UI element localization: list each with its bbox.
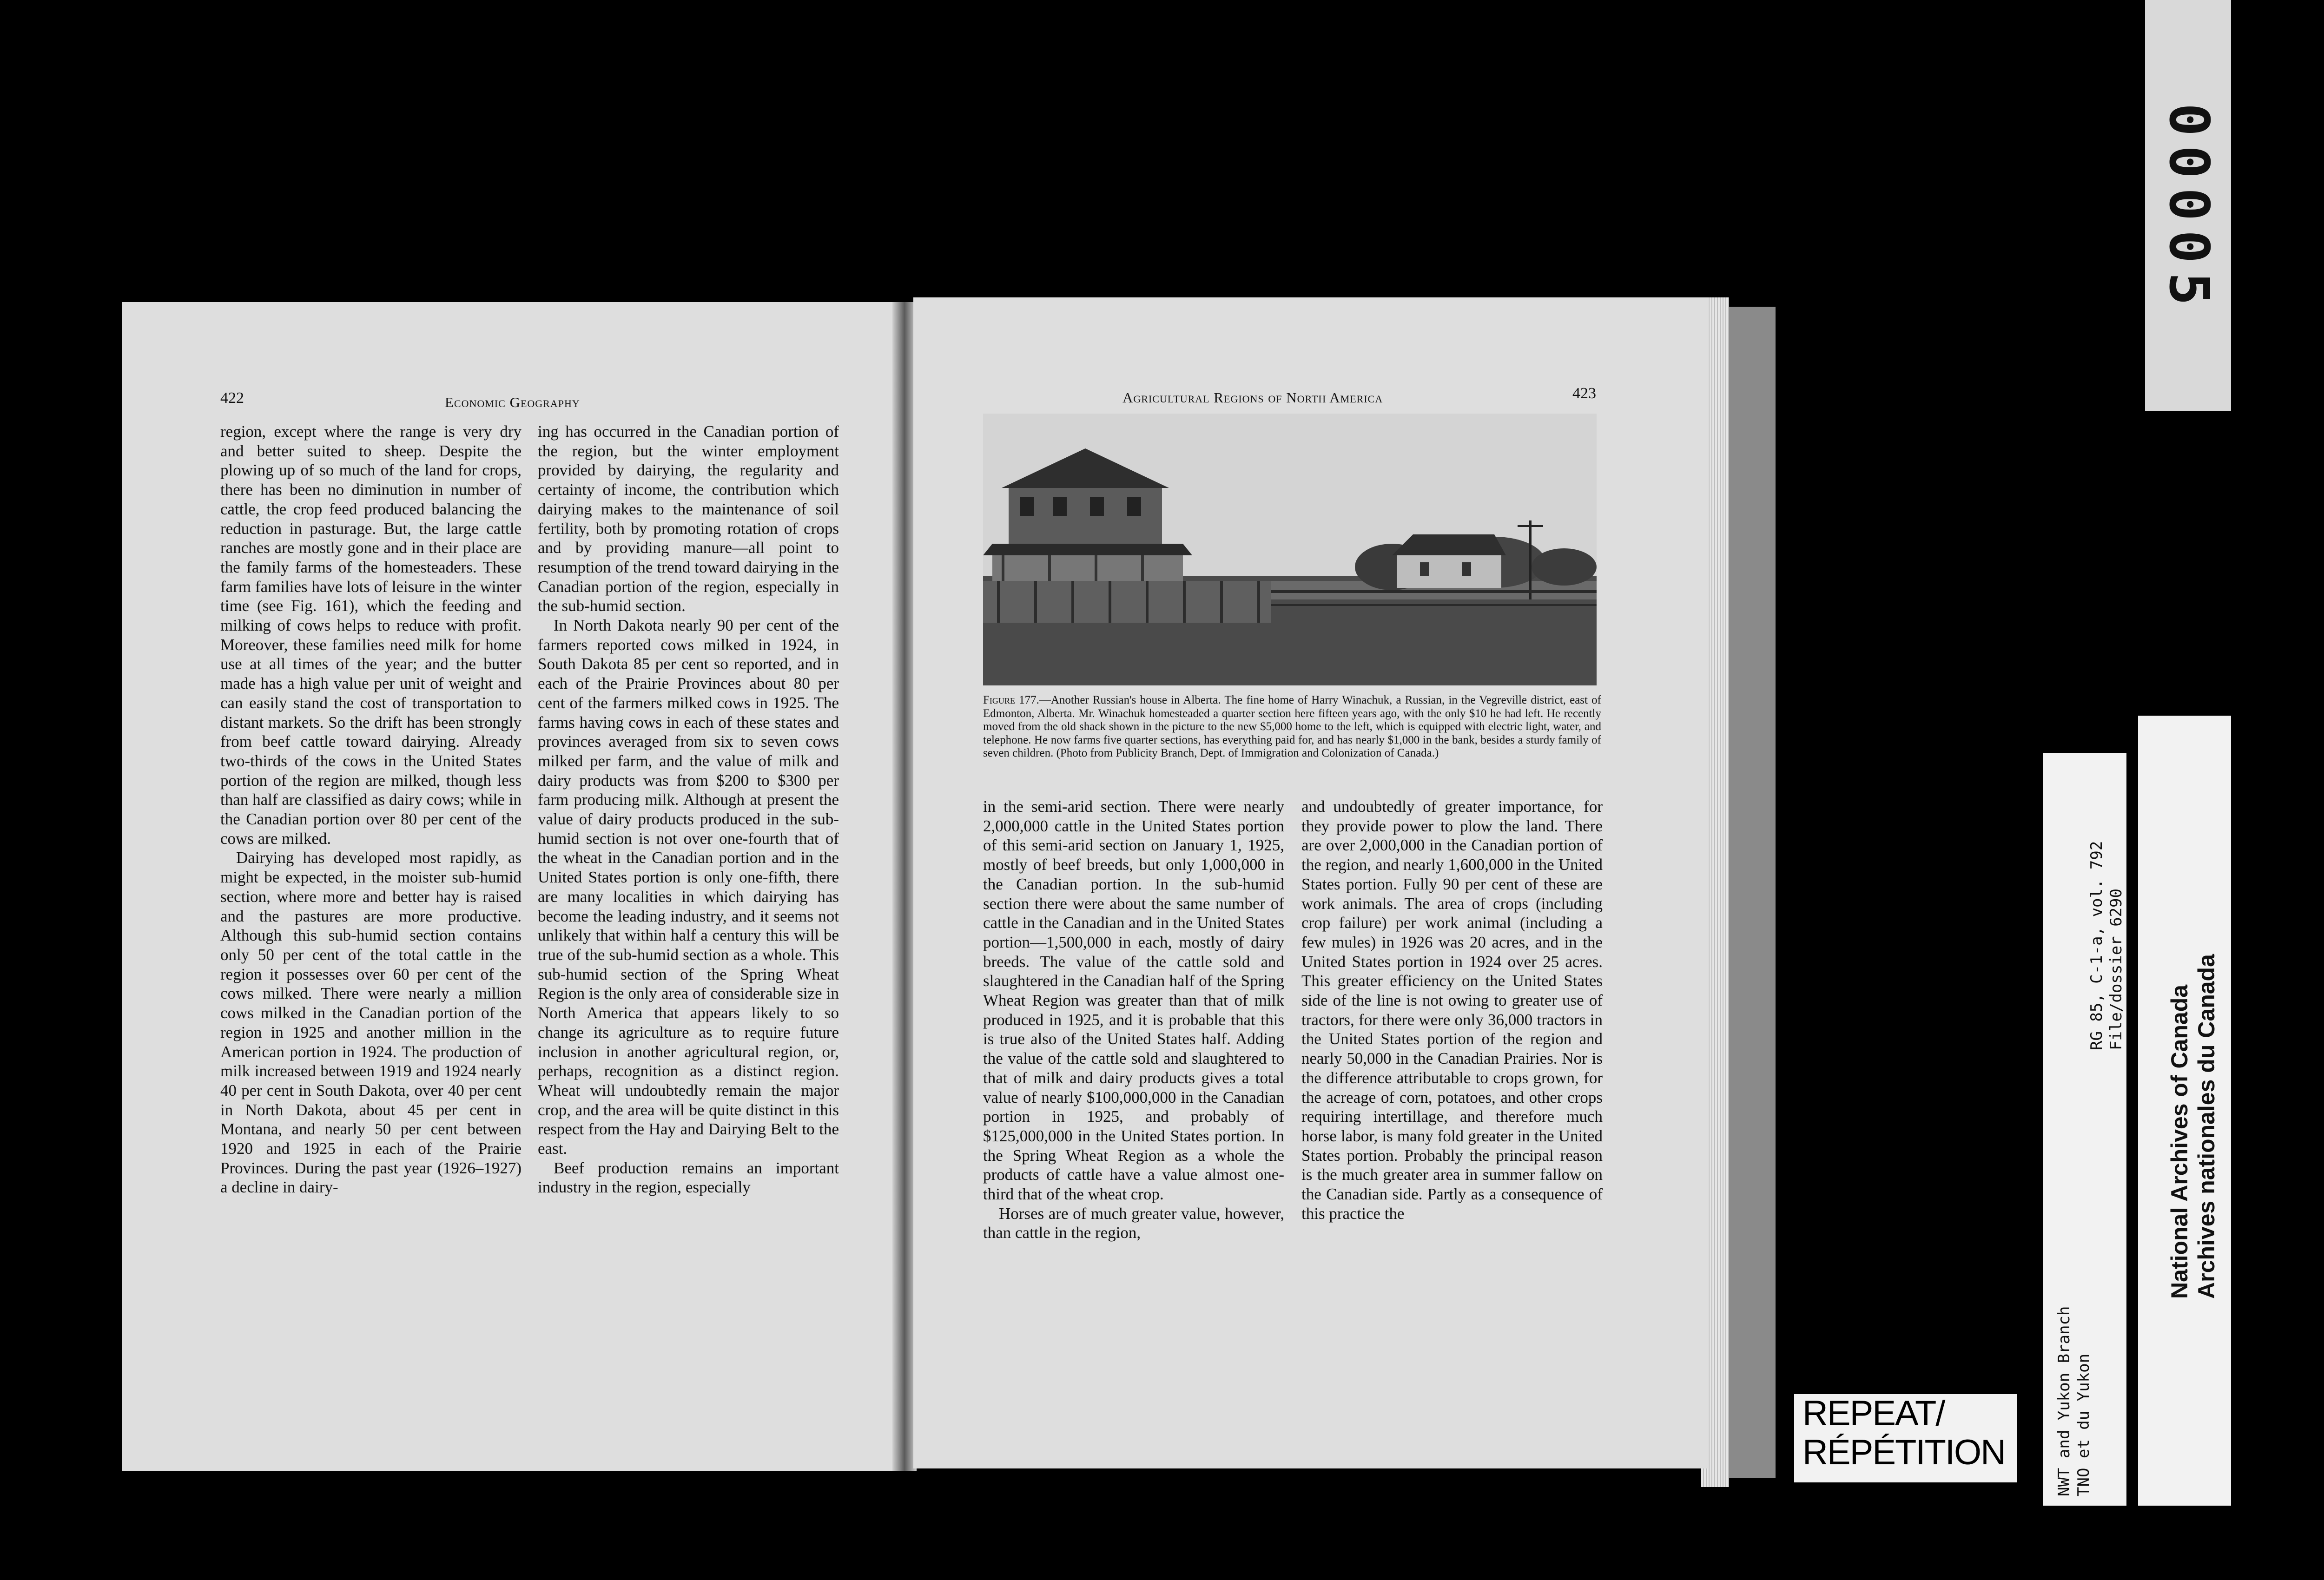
- right-page: [913, 297, 1708, 1468]
- left-page: [122, 302, 896, 1471]
- paragraph: In North Dakota nearly 90 per cent of the farmers reported cows milked in 1924, in South Dakota 85 per cent so reported, and in each of the Prairie Provinces about 80 per cent of the farmers milked cows in 1925. The farms having cows in each of these states and provinces averaged from six to seven cows milked per farm, and the value of milk and dairy products was from $200 to $300 per farm producing milk. Although at present the value of dairy products produced in the sub-humid section is not over one-fourth that of the wheat in the Canadian portion and in the United States portion is only one-fifth, there are many localities in which dairying has become the leading industry, and it seems not unlikely that within half a century this will be true of the sub-humid section as a whole. This sub-humid section of the Spring Wheat Region is the only area of considerable size in North America that appears likely to so change its agriculture as to require future inclusion in another agricultural region, or, perhaps, recognition as a distinct region. Wheat will undoubtedly remain the major crop, and the area will be quite distinct in this respect from the Hay and Dairying Belt to the east.: [538, 616, 839, 1158]
- archives-text: [2166, 954, 2220, 1299]
- left-page-number: 422: [220, 389, 244, 407]
- paragraph: ing has occurred in the Canadian portion of the region, but the winter employment provided by dairying, the regularity and certainty of income, the contribution which dairying makes to the maintenance of soil fertility, both by promoting rotation of crops and by providing manure—all point to resumption of the trend toward dairying in the Canadian portion of the region, especially in the sub-humid section.: [538, 422, 839, 615]
- left-running-head: Economic Geography: [445, 394, 580, 410]
- paragraph: Horses are of much greater value, however, than cattle in the region,: [983, 1204, 1284, 1242]
- reference-label: [2043, 753, 2126, 1506]
- paragraph: in the semi-arid section. There were nearly 2,000,000 cattle in the United States portion of this semi-arid section on January 1, 1925, mostly of beef breeds, but only 1,000,000 in the Canadian portion. In the sub-humid section there were about the same number of cattle in the Canadian and in the United States portion—1,500,000 in each, mostly of dairy breeds. The value of the cattle sold and slaughtered in the Canadian half of the Spring Wheat Region was greater than that of milk produced in 1925, and it is probable that this is true also of the United States half. Adding the value of the cattle sold and slaughtered to that of milk and dairy products gives a total value of nearly $100,000,000 in the Canadian portion in 1925, and probably of $125,000,000 in the United States portion. In the Spring Wheat Region as a whole the products of cattle have a value almost one-third that of the wheat crop.: [983, 797, 1284, 1204]
- figure-caption: [983, 694, 1601, 760]
- paragraph: Dairying has developed most rapidly, as might be expected, in the moister sub-humid section, where more and better hay is raised and the pastures are more productive. Although this sub-humid section contains only 50 per cent of the total cattle in the region it possesses over 60 per cent of the cows milked. There were nearly a million cows milked in the Canadian portion of the region in 1925 and another million in the American portion in 1924. The production of milk increased between 1919 and 1924 nearly 40 per cent in South Dakota, over 40 per cent in North Dakota, about 45 per cent in Montana, and nearly 50 per cent between 1920 and 1925 in each of the Prairie Provinces. During the past year (1926–1927) a decline in dairy-: [220, 849, 522, 1197]
- branch-text: [2054, 1306, 2093, 1496]
- reference-line-1: RG 85, C-1-a, vol. 792: [2087, 841, 2106, 1050]
- branch-line-1: NWT and Yukon Branch: [2055, 1306, 2073, 1496]
- repeat-line-2: RÉPÉTITION: [1802, 1433, 2006, 1472]
- right-column-2: [1301, 797, 1603, 1223]
- figure-label: Figure 177.: [983, 694, 1039, 706]
- right-column-1: [983, 797, 1284, 1243]
- repeat-stamp: [1794, 1394, 2017, 1482]
- branch-line-2: TNO et du Yukon: [2074, 1353, 2093, 1496]
- archives-label: [2138, 716, 2231, 1506]
- left-column-1: [220, 422, 522, 1197]
- frame-number-strip: [2145, 0, 2231, 411]
- farmhouse-photo: [983, 414, 1597, 685]
- repeat-line-1: REPEAT/: [1802, 1394, 1945, 1433]
- right-page-number: 423: [1572, 385, 1596, 402]
- left-column-2: [538, 422, 839, 1197]
- paragraph: Beef production remains an important industry in the region, especially: [538, 1159, 839, 1197]
- paragraph: region, except where the range is very dry and better suited to sheep. Despite the plowing up of so much of the land for crops, there has been no diminution in number of cattle, the crop feed produced balancing the reduction in pasturage. But, the large cattle ranches are mostly gone and in their place are the family farms of the homesteaders. These farm families have lots of leisure in the winter time (see Fig. 161), which the feeding and milking of cows helps to reduce with profit. Moreover, these families need milk for home use at all times of the year; and the butter made has a high value per unit of weight and can easily stand the cost of transportation to distant markets. So the drift has been strongly from beef cattle toward dairying. Already two-thirds of the cows in the United States portion of the region are milked, though less than half are classified as dairy cows; while in the Canadian portion over 80 per cent of the cows are milked.: [220, 422, 522, 848]
- reference-line-2: File/dossier 6290: [2107, 889, 2126, 1050]
- reference-text: [2087, 841, 2126, 1050]
- farmhouse-photo-illustration: [983, 414, 1597, 685]
- right-running-head: Agricultural Regions of North America: [1122, 389, 1383, 406]
- archives-english: National Archives of Canada: [2166, 984, 2192, 1299]
- paragraph: and undoubtedly of greater importance, for they provide power to plow the land. There are over 2,000,000 in the Canadian portion of the region, and nearly 1,600,000 in the United States portion. Fully 90 per cent of these are work animals. The area of crops (including crop failure) per work animal (including a few mules) in 1926 was 20 acres, and in the United States portion in 1924 over 25 acres. This greater efficiency on the United States side of the line is not owing to greater use of tractors, for there were only 36,000 tractors in the United States portion of the region and nearly 50,000 in the Canadian Prairies. Nor is the difference attributable to crops grown, for the acreage of corn, potatoes, and other crops requiring intertillage, and therefore much horse labor, is many fold greater in the United States portion. Probably the principal reason is the much greater area in summer fallow on the Canadian side. Partly as a consequence of this practice the: [1301, 797, 1603, 1223]
- frame-number: 00005: [2157, 103, 2221, 315]
- archives-french: Archives nationales du Canada: [2193, 954, 2219, 1299]
- figure-caption-text: —Another Russian's house in Alberta. The fine home of Harry Winachuk, a Russian, in the Vegreville district, east of Edmonton, Alberta. Mr. Winachuk homesteaded a quarter section here fifteen years ago, with the only $10 he had left. He recently moved from the old shack shown in the picture to the new $5,000 home to the left, which is equipped with electric light, water, and telephone. He now farms five quarter sections, has everything paid for, and has nearly $1,000 in the bank, besides a sturdy family of seven children. (Photo from Publicity Branch, Dept. of Immigration and Colonization of Canada.): [983, 694, 1601, 759]
